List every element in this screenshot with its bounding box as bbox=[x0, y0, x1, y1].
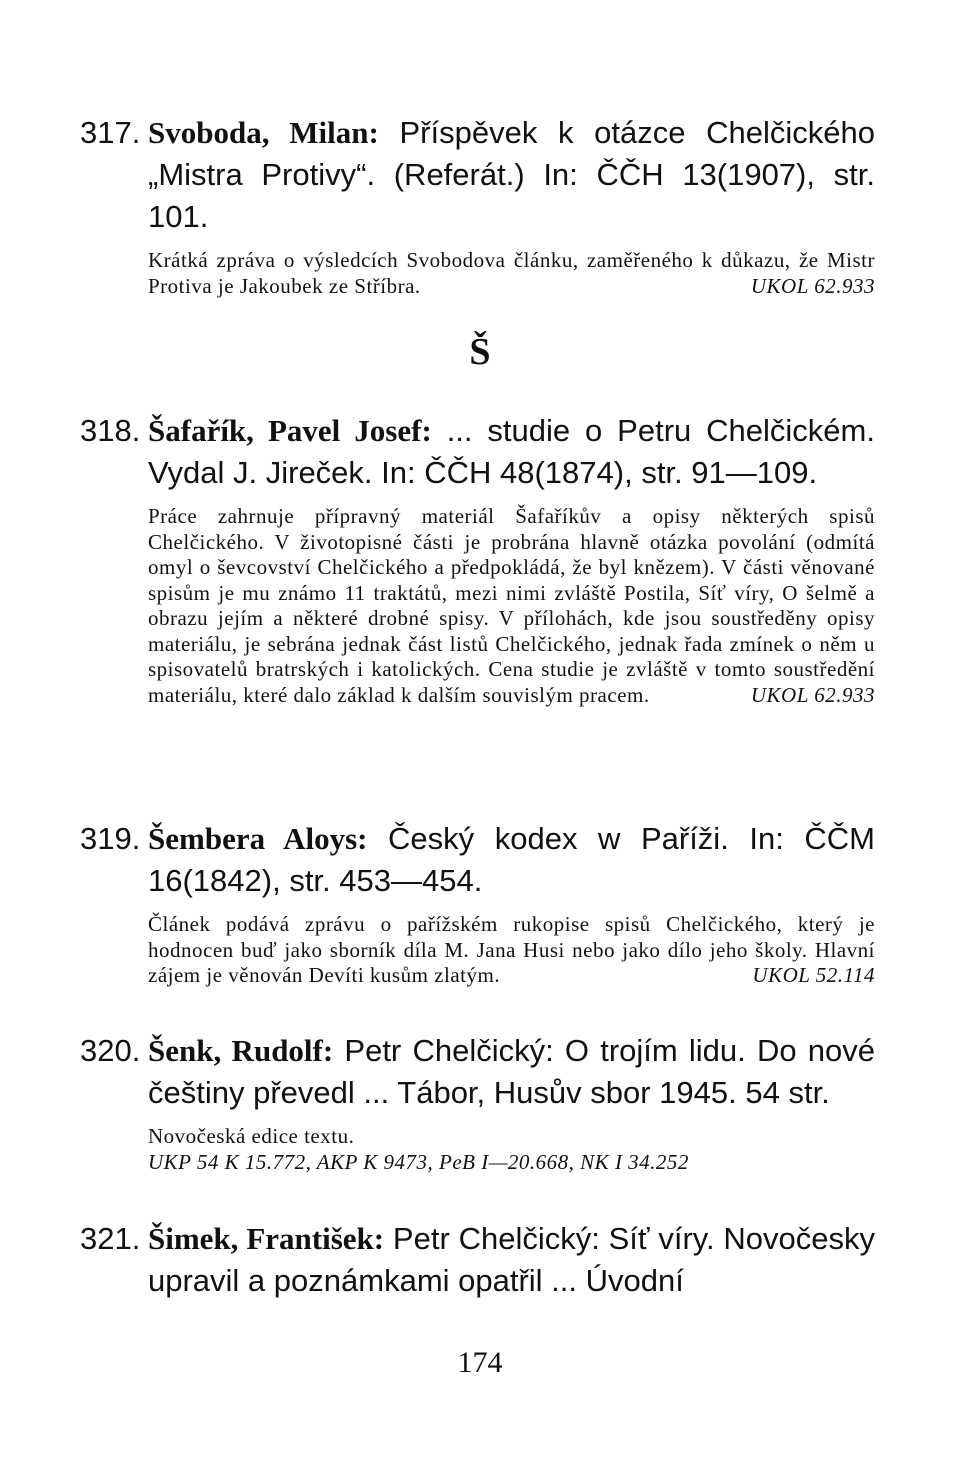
entry-annotation bbox=[148, 1124, 875, 1175]
bibliography-entry-319 bbox=[80, 818, 875, 989]
entry-number: 321. bbox=[80, 1221, 141, 1256]
entry-title: Český kodex w Paříži. In: ČČM 16(1842), str. 453—454. bbox=[148, 821, 875, 898]
entry-heading bbox=[80, 1218, 875, 1302]
entry-title: Petr Chelčický: O trojím lidu. Do nové češtiny převedl ... Tábor, Husův sbor 1945. 54 str. bbox=[148, 1033, 876, 1110]
entry-number: 318. bbox=[80, 413, 141, 448]
annotation-text: Krátká zpráva o výsledcích Svobodova článku, zaměřeného k důkazu, že Mistr Protiva je Jakoubek ze Stříbra. bbox=[148, 248, 875, 298]
entry-annotation bbox=[148, 912, 875, 989]
entry-title: ... studie o Petru Chelčickém. Vydal J. Jireček. In: ČČH 48(1874), str. 91—109. bbox=[148, 413, 875, 490]
page-number: 174 bbox=[457, 1346, 503, 1379]
entry-annotation bbox=[148, 248, 875, 299]
entry-heading bbox=[80, 818, 875, 902]
section-letter: Š bbox=[469, 331, 491, 373]
entry-title: Příspěvek k otázce Chelčického „Mistra Protivy“. (Referát.) In: ČČH 13(1907), str. 101. bbox=[148, 115, 876, 234]
entry-author: Šafařík, Pavel Josef: bbox=[148, 413, 432, 448]
entry-author: Šimek, František: bbox=[148, 1221, 385, 1256]
entry-number: 319. bbox=[80, 821, 141, 856]
entry-author: Šenk, Rudolf: bbox=[148, 1033, 334, 1068]
entry-number: 320. bbox=[80, 1033, 141, 1068]
library-signature: UKOL 62.933 bbox=[750, 273, 875, 298]
entry-author: Šembera Aloys: bbox=[148, 821, 368, 856]
entry-number: 317. bbox=[80, 115, 141, 150]
entry-annotation bbox=[148, 504, 875, 708]
library-signature: UKOL 62.933 bbox=[750, 682, 875, 707]
entry-title: Petr Chelčický: Síť víry. Novočesky upravil a poznámkami opatřil ... Úvodní bbox=[148, 1221, 875, 1298]
entry-author: Svoboda, Milan: bbox=[148, 115, 379, 150]
bibliography-entry-321 bbox=[80, 1218, 875, 1302]
bibliography-entry-318 bbox=[80, 410, 875, 708]
library-signature: UKOL 52.114 bbox=[752, 963, 875, 987]
library-signature: UKP 54 K 15.772, AKP K 9473, PeB I—20.668, NK I 34.252 bbox=[148, 1149, 689, 1174]
annotation-text: Práce zahrnuje přípravný materiál Šafaříkův a opisy některých spisů Chelčického. V životopisné části je probrána hlavně otázka povolání (odmítá omyl o ševcovství Chelčického a předpokládá, že byl knězem). V části věnované spisům je mu známo 11 traktátů, mezi nimi zvláště Postila, Síť víry, O šelmě a obrazu jejím a některé drobné spisy. V přílohách, kde jsou soustředěny opisy materiálu, je sebrána jednak část listů Chelčického, jednak řada zmínek o něm u spisovatelů bratrských i katolických. Cena studie je zvláště v tomto soustředění materiálu, které dalo základ k dalším souvislým pracem. bbox=[148, 504, 875, 707]
entry-heading bbox=[80, 410, 875, 494]
entry-heading bbox=[80, 1030, 875, 1114]
bibliography-entry-320 bbox=[80, 1030, 875, 1175]
entry-heading bbox=[80, 112, 875, 238]
annotation-text: Novočeská edice textu. bbox=[148, 1124, 355, 1148]
annotation-text: Článek podává zprávu o pařížském rukopise spisů Chelčického, který je hodnocen buď jako sborník díla M. Jana Husi nebo jako dílo jeho školy. Hlavní zájem je věnován Devíti kusům zlatým. bbox=[148, 912, 875, 987]
bibliography-entry-317 bbox=[80, 112, 875, 299]
